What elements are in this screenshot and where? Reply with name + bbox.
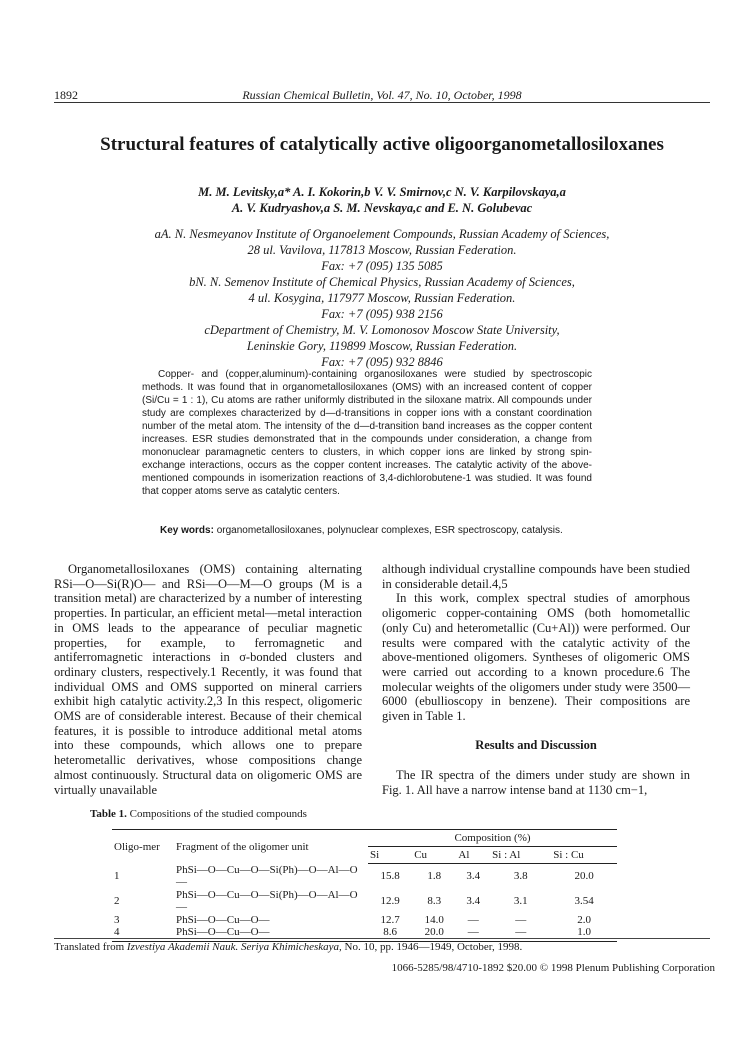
affiliation-line: bN. N. Semenov Institute of Chemical Physics, Russian Academy of Sciences, — [189, 275, 575, 289]
cell-fragment: PhSi—O—Cu—O— — [174, 926, 368, 941]
affiliation-line: Fax: +7 (095) 938 2156 — [321, 307, 443, 321]
cell-si: 15.8 — [380, 870, 400, 882]
table-caption-text: Compositions of the studied compounds — [129, 808, 307, 820]
affiliation-line: 4 ul. Kosygina, 117977 Moscow, Russian Federation. — [248, 291, 516, 305]
table-caption-label: Table 1. — [90, 808, 127, 820]
cell-si-al: — — [515, 913, 527, 926]
table-row — [112, 864, 617, 889]
header-si-al: Si : Al — [490, 847, 551, 864]
header-composition: Composition (%) — [368, 830, 617, 847]
compositions-table — [112, 829, 617, 942]
article-title: Structural features of catalytically active oligoorganometallosiloxanes — [100, 134, 664, 155]
cell-si: 8.6 — [368, 926, 412, 941]
header-si: Si — [368, 847, 412, 864]
cell-id: 4 — [112, 926, 174, 941]
header-oligomer: Oligo-mer — [112, 830, 174, 864]
body-paragraph: In this work, complex spectral studies of amorphous oligomeric copper-containing OMS (both homometallic (only Cu) and heterometallic (Cu+Al)) were performed. Our results were compared with the catalytic activity of the above-mentioned oligomers. Syntheses of oligomeric OMS were carried out according to a known procedure.6 The molecular weights of the oligomers under study were 3500—6000 (ebullioscopy in benzene). Their compositions are given in Table 1. — [382, 591, 690, 724]
cell-si-cu: 2.0 — [577, 913, 591, 926]
affiliation-line: Fax: +7 (095) 135 5085 — [321, 259, 443, 273]
cell-cu: 14.0 — [424, 913, 444, 926]
translation-prefix: Translated from — [54, 941, 125, 953]
cell-cu: 1.8 — [427, 870, 442, 882]
cell-si: 12.9 — [380, 894, 400, 907]
cell-si: 12.7 — [380, 913, 400, 926]
affiliations — [54, 226, 710, 370]
keywords-text: organometallosiloxanes, polynuclear complexes, ESR spectroscopy, catalysis. — [216, 525, 563, 536]
cell-si-cu: 20.0 — [574, 870, 594, 882]
cell-cu: 8.3 — [427, 894, 442, 907]
running-header — [54, 88, 710, 103]
translation-suffix: No. 10, pp. 1946—1949, October, 1998. — [344, 941, 523, 953]
body-column-right — [382, 562, 690, 798]
body-column-left — [54, 562, 362, 797]
cell-cu: 20.0 — [412, 926, 456, 941]
body-paragraph: Organometallosiloxanes (OMS) containing alternating RSi—O—Si(R)O— and RSi—O—M—O groups (M is a transition metal) are characterized by a number of interesting properties. In particular, an efficient metal—metal interaction in OMS leads to the appearance of peculiar magnetic properties, for example, to ferromagnetic and antiferromagnetic interactions in σ-bonded clusters and ordinary clusters, respectively.1 Recently, it was found that individual OMS and OMS supported on mineral carriers exhibit high catalytic activity.2,3 In this respect, oligomeric OMS are of considerable interest. Because of their chemical features, it is possible to introduce additional metal atoms into these compounds, which allows one to prepare heterometallic derivatives, whose compositions change almost continuously. Structural data on oligomeric OMS are virtually unavailable — [54, 562, 362, 797]
cell-si-al: 3.1 — [513, 894, 528, 907]
translation-note — [54, 941, 522, 953]
body-paragraph: The IR spectra of the dimers under study are shown in Fig. 1. All have a narrow intense band at 1130 cm−1, — [382, 768, 690, 798]
copyright-line: 1066-5285/98/4710-1892 $20.00 © 1998 Plenum Publishing Corporation — [391, 962, 715, 974]
translation-source: Izvestiya Akademii Nauk. Seriya Khimicheskaya, — [126, 941, 342, 953]
table-row — [112, 914, 617, 927]
keywords-label: Key words: — [160, 525, 214, 536]
cell-id: 1 — [114, 869, 120, 882]
header-cu: Cu — [412, 847, 456, 864]
abstract: Copper- and (copper,aluminum)-containing organosiloxanes were studied by spectroscopic methods. It was found that in organometallosiloxanes (OMS) with an increased content of copper (Si/Cu = 1 : 1), Cu atoms are rather uniformly distributed in the siloxane matrix. All compounds under study are complexes characterized by d—d-transitions in copper ions with a constant coordination number of the metal atom. The intensity of the d—d-transition band increases as the copper content increases. ESR studies demonstrated that in the compounds under consideration, a change from mononuclear paramagnetic centers to clusters, in which copper ions are linked by strong spin-exchange interactions, occurs as the copper content increases. The catalytic activity of the above-mentioned compounds in isomerization reactions of 3,4-dichlorobutene-1 was studied. It was found that copper atoms serve as catalytic centers. — [142, 369, 592, 497]
page-number: 1892 — [54, 88, 78, 102]
cell-id: 2 — [114, 894, 120, 907]
author-line: A. V. Kudryashov,a S. M. Nevskaya,c and E. N. Golubevac — [231, 201, 533, 215]
author-line: M. M. Levitsky,a* A. I. Kokorin,b V. V. Smirnov,c N. V. Karpilovskaya,a — [198, 185, 566, 199]
keywords — [160, 525, 610, 536]
journal-citation: Russian Chemical Bulletin, Vol. 47, No. 10, October, 1998 — [242, 88, 522, 102]
cell-fragment: PhSi—O—Cu—O—Si(Ph)—O—Al—O— — [176, 863, 358, 888]
header-al: Al — [456, 847, 490, 864]
affiliation-line: 28 ul. Vavilova, 117813 Moscow, Russian Federation. — [247, 243, 517, 257]
body-paragraph: although individual crystalline compounds have been studied in considerable detail.4,5 — [382, 562, 690, 591]
cell-al: — — [456, 926, 490, 941]
cell-id: 3 — [114, 913, 120, 926]
cell-si-al: — — [490, 926, 551, 941]
affiliation-line: Fax: +7 (095) 932 8846 — [321, 355, 443, 369]
footer-divider — [54, 938, 710, 939]
affiliation-line: cDepartment of Chemistry, M. V. Lomonosov Moscow State University, — [204, 323, 560, 337]
cell-al: — — [467, 913, 479, 926]
author-list — [54, 184, 710, 216]
table-caption — [90, 808, 307, 820]
cell-si-cu: 1.0 — [551, 926, 617, 941]
affiliation-line: aA. N. Nesmeyanov Institute of Organoelement Compounds, Russian Academy of Sciences, — [154, 227, 610, 241]
section-heading: Results and Discussion — [475, 737, 597, 752]
cell-fragment: PhSi—O—Cu—O—Si(Ph)—O—Al—O— — [176, 888, 358, 913]
header-fragment: Fragment of the oligomer unit — [174, 830, 368, 864]
affiliation-line: Leninskie Gory, 119899 Moscow, Russian Federation. — [246, 339, 518, 353]
header-si-cu: Si : Cu — [551, 847, 617, 864]
cell-si-al: 3.8 — [513, 870, 528, 882]
cell-fragment: PhSi—O—Cu—O— — [176, 913, 270, 926]
cell-al: 3.4 — [466, 894, 481, 907]
table-row — [112, 889, 617, 914]
cell-al: 3.4 — [466, 870, 481, 882]
cell-si-cu: 3.54 — [574, 894, 594, 907]
